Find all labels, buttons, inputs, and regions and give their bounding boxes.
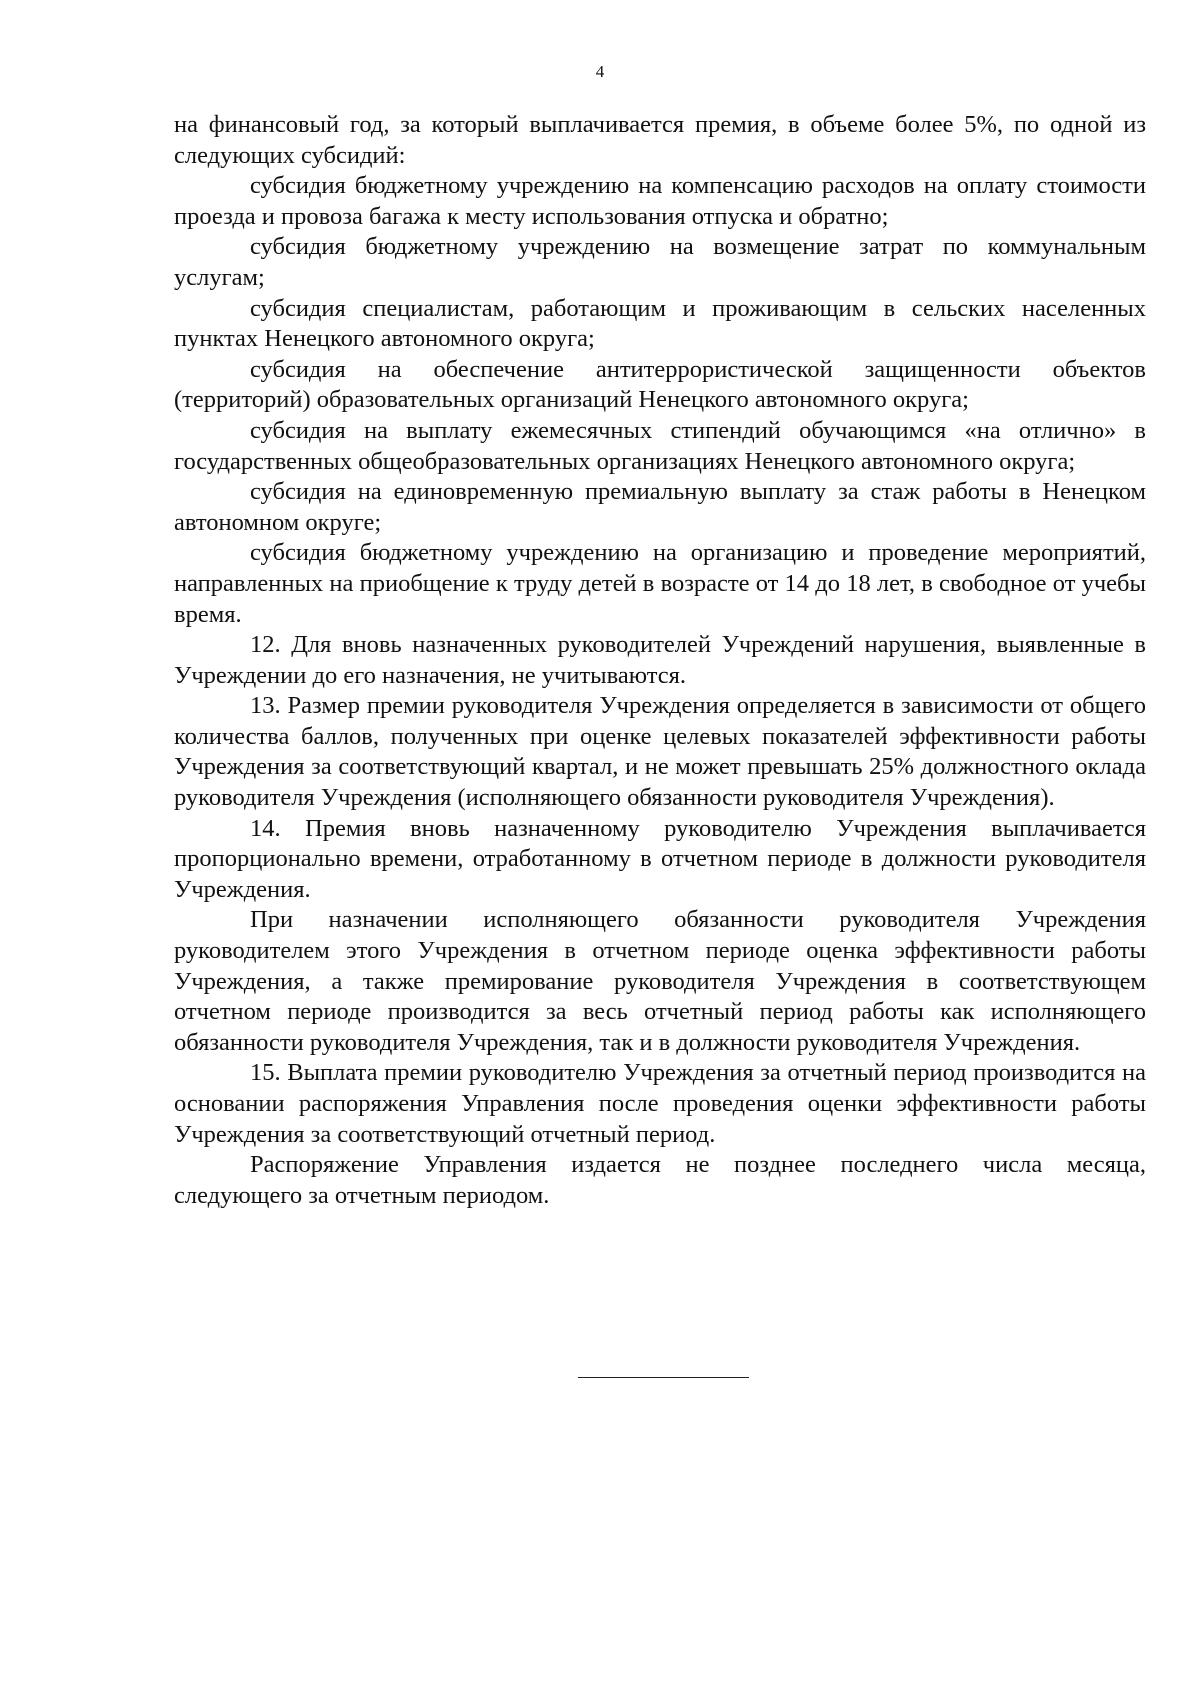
page-number: 4 — [595, 62, 605, 81]
paragraph-subsidy-utilities: субсидия бюджетному учреждению на возмещение затрат по коммунальным услугам; — [174, 233, 1146, 291]
paragraph-subsidy-rural-specialists: субсидия специалистам, работающим и проживающим в сельских населенных пунктах Ненецкого автономного округа; — [174, 294, 1146, 353]
paragraph-subsidy-stipends: субсидия на выплату ежемесячных стипендий обучающимся «на отлично» в государственных общеобразовательных организациях Ненецкого автономного округа; — [174, 416, 1146, 475]
paragraph-clause-13: 13. Размер премии руководителя Учреждения определяется в зависимости от общего количества баллов, полученных при оценке целевых показателей эффективности работы Учреждения за соответствующий квартал, и не может превышать 25% должностного оклада руководителя Учреждения (исполняющего обязанности руководителя Учреждения). — [174, 692, 1146, 812]
paragraph-clause-15: 15. Выплата премии руководителю Учреждения за отчетный период производится на основании распоряжения Управления после проведения оценки эффективности работы Учреждения за соответствующий отчетный период. — [174, 1059, 1146, 1148]
end-of-document-rule — [578, 1377, 749, 1378]
paragraph-order-deadline: Распоряжение Управления издается не позднее последнего числа месяца, следующего за отчетным периодом. — [174, 1151, 1146, 1209]
paragraph-subsidy-service-bonus: субсидия на единовременную премиальную выплату за стаж работы в Ненецком автономном округе; — [174, 478, 1146, 536]
paragraph-subsidy-travel: субсидия бюджетному учреждению на компенсацию расходов на оплату стоимости проезда и провоза багажа к месту использования отпуска и обратно; — [174, 172, 1146, 230]
paragraph-continuation: на финансовый год, за который выплачивается премия, в объеме более 5%, по одной из следующих субсидий: — [174, 111, 1146, 169]
paragraph-acting-head: При назначении исполняющего обязанности руководителя Учреждения руководителем этого Учреждения в отчетном периоде оценка эффективности работы Учреждения, а также премирование руководителя Учреждения в соответствующем отчетном периоде производится за весь отчетный период работы как исполняющего обязанности руководителя Учреждения, так и в должности руководителя Учреждения. — [174, 906, 1146, 1056]
paragraph-clause-14: 14. Премия вновь назначенному руководителю Учреждения выплачивается пропорционально времени, отработанному в отчетном периоде в должности руководителя Учреждения. — [174, 814, 1146, 903]
paragraph-subsidy-antiterror: субсидия на обеспечение антитеррористической защищенности объектов (территорий) образовательных организаций Ненецкого автономного округа; — [174, 355, 1146, 414]
document-body — [174, 110, 1146, 1211]
paragraph-subsidy-youth-labor: субсидия бюджетному учреждению на организацию и проведение мероприятий, направленных на приобщение к труду детей в возрасте от 14 до 18 лет, в свободное от учебы время. — [174, 539, 1146, 628]
paragraph-clause-12: 12. Для вновь назначенных руководителей Учреждений нарушения, выявленные в Учреждении до его назначения, не учитываются. — [174, 631, 1146, 689]
